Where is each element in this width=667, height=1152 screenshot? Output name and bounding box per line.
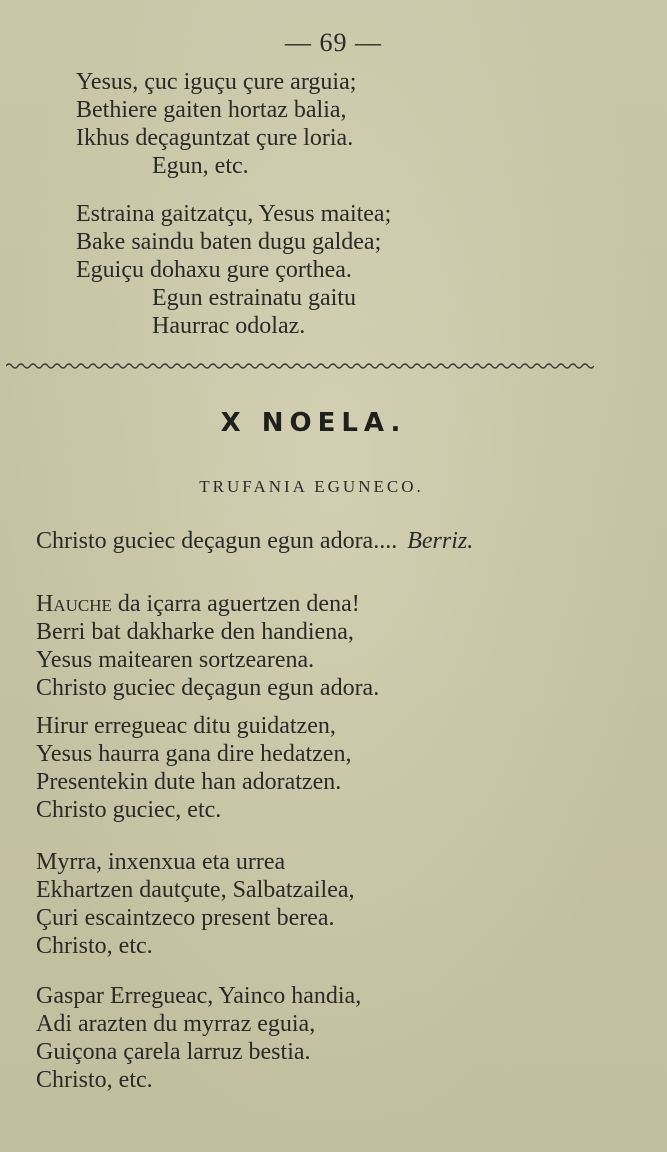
refrain-text: Christo guciec deçagun egun adora.... [36, 528, 398, 554]
verse-line: Christo guciec deçagun egun adora. [36, 675, 380, 701]
verse-line: Çuri escaintzeco present berea. [36, 905, 335, 931]
song-stanza-2 [36, 712, 351, 824]
section-title: X NOELA. [220, 408, 407, 438]
top-stanza-2 [76, 200, 391, 340]
verse-line: Adi arazten du myrraz eguia, [36, 1011, 316, 1037]
verse-line: Guiçona çarela larruz bestia. [36, 1039, 311, 1065]
song-stanza-1 [36, 590, 379, 702]
verse-text: da içarra aguertzen dena! [111, 591, 360, 617]
verse-line: Hirur erregueac ditu guidatzen, [36, 713, 336, 739]
verse-line: Christo guciec, etc. [36, 797, 222, 823]
verse-line: Presentekin dute han adoratzen. [36, 769, 342, 795]
verse-line: Ikhus deçaguntzat çure loria. [76, 125, 354, 151]
verse-line: Yesus haurra gana dire hedatzen, [36, 741, 352, 767]
section-subtitle: TRUFANIA EGUNECO. [199, 477, 424, 496]
verse-line: Berri bat dakharke den handiena, [36, 619, 354, 645]
verse-line: Christo, etc. [36, 933, 153, 959]
verse-line: Gaspar Erregueac, Yainco handia, [36, 983, 362, 1009]
song-stanza-3 [36, 848, 355, 960]
top-stanza-1 [76, 68, 356, 180]
verse-line: Haurrac odolaz. [152, 313, 306, 339]
verse-line: Christo, etc. [36, 1067, 153, 1093]
verse-line: Eguiçu dohaxu gure çorthea. [76, 257, 352, 283]
verse-line: Ekhartzen dautçute, Salbatzailea, [36, 877, 355, 903]
verse-line: Yesus, çuc iguçu çure arguia; [76, 69, 357, 95]
verse-line: Yesus maitearen sortzearena. [36, 647, 315, 673]
ornamental-divider [6, 360, 594, 372]
refrain-cue: Berriz. [407, 528, 474, 554]
refrain-line [36, 527, 473, 555]
verse-line: Egun, etc. [152, 153, 249, 179]
verse-line: Myrra, inxenxua eta urrea [36, 849, 286, 875]
verse-lead-word: Hauche [36, 591, 112, 617]
verse-line: Estraina gaitzatçu, Yesus maitea; [76, 201, 392, 227]
verse-line: Bethiere gaiten hortaz balia, [76, 97, 347, 123]
page-number: — 69 — [285, 28, 382, 57]
verse-line: Egun estrainatu gaitu [152, 285, 356, 311]
song-stanza-4 [36, 982, 361, 1094]
verse-line [36, 590, 379, 618]
verse-line: Bake saindu baten dugu galdea; [76, 229, 382, 255]
